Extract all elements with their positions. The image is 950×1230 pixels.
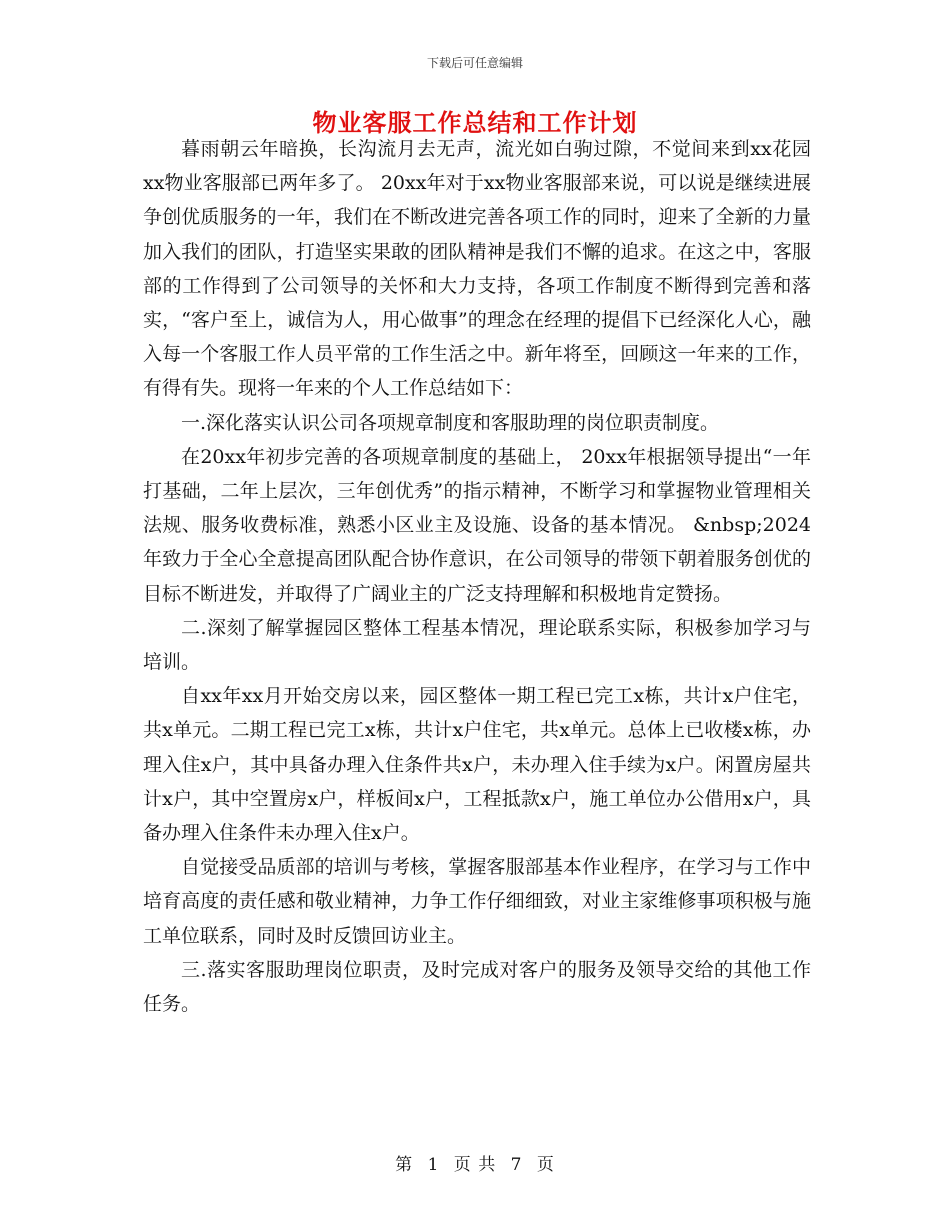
paragraph: 暮雨朝云年暗换，长沟流月去无声，流光如白驹过隙，不觉间来到xx花园xx物业客服部已两年多了。 20xx年对于xx物业客服部来说，可以说是继续进展争创优质服务的一年，我们在不断改进完善各项工作的同时，迎来了全新的力量加入我们的团队，打造坚实果敢的团队精神是我们不懈的追求。在这之中，客服部的工作得到了公司领导的关怀和大力支持，各项工作制度不断得到完善和落实，“客户至上，诚信为人，用心做事”的理念在经理的提倡下已经深化人心，融入每一个客服工作人员平常的工作生活之中。新年将至，回顾这一年来的工作，有得有失。现将一年来的个人工作总结如下： — [143, 138, 811, 400]
page-footer — [0, 1150, 950, 1175]
paragraph: 一.深化落实认识公司各项规章制度和客服助理的岗位职责制度。 — [181, 411, 720, 434]
paragraph: 自xx年xx月开始交房以来，园区整体一期工程已完工x栋，共计x户住宅，共x单元。二期工程已完工x栋，共计x户住宅，共x单元。总体上已收楼x栋，办理入住x户，其中具备办理入住条件共x户，未办理入住手续为x户。闲置房屋共计x户，其中空置房x户，样板间x户，工程抵款x户，施工单位办公借用x户，具备办理入住条件未办理入住x户。 — [143, 685, 811, 845]
header-note: 下载后可任意编辑 — [426, 56, 523, 70]
paragraph: 自觉接受品质部的培训与考核，掌握客服部基本作业程序，在学习与工作中培育高度的责任感和敬业精神，力争工作仔细细致，对业主家维修事项积极与施工单位联系，同时及时反馈回访业主。 — [143, 856, 811, 947]
paragraph: 在20xx年初步完善的各项规章制度的基础上， 20xx年根据领导提出“一年打基础，二年上层次，三年创优秀”的指示精神，不断学习和掌握物业管理相关法规、服务收费标准，熟悉小区业主及设施、设备的基本情况。 &nbsp;2024 年致力于全心全意提高团队配合协作意识，在公司领导的带领下朝着服务创优的目标不断进发，并取得了广阔业主的广泛支持理解和积极地肯定赞扬。 — [143, 445, 811, 605]
footer-suffix: 页 — [536, 1155, 555, 1175]
document-body — [143, 132, 811, 1021]
document-title: 物业客服工作总结和工作计划 — [312, 108, 638, 137]
paragraph: 三.落实客服助理岗位职责，及时完成对客户的服务及领导交给的其他工作任务。 — [143, 958, 811, 1016]
page-number: 1 — [427, 1155, 440, 1175]
footer-middle: 页 共 — [453, 1155, 497, 1175]
footer-prefix: 第 — [395, 1155, 414, 1175]
paragraph: 二.深刻了解掌握园区整体工程基本情况，理论联系实际，积极参加学习与培训。 — [143, 616, 811, 674]
total-pages: 7 — [510, 1155, 523, 1175]
